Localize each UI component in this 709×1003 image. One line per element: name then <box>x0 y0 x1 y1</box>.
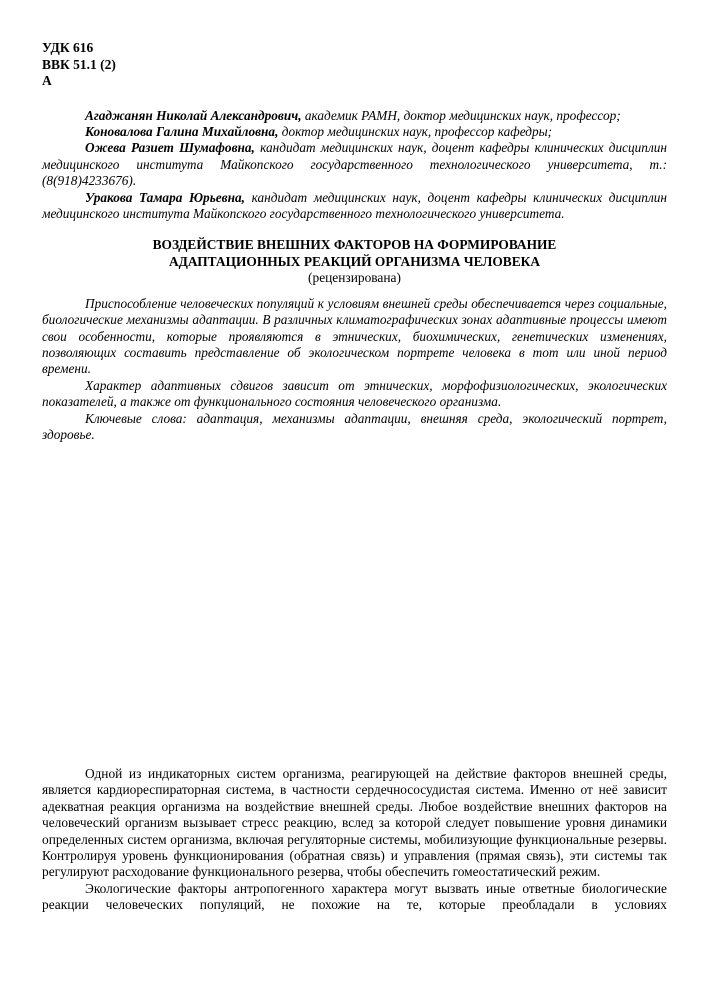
document-page <box>42 40 667 444</box>
classification-block <box>42 40 667 90</box>
author-info: доктор медицинских наук, профессор кафедры; <box>278 123 553 139</box>
keywords: Ключевые слова: адаптация, механизмы адаптации, внешняя среда, экологический портрет, здоровье. <box>42 410 667 443</box>
author-name: Ожева Разиет Шумафовна, <box>85 140 255 156</box>
author-entry <box>42 140 667 189</box>
abstract <box>42 296 667 444</box>
author-info: кандидат медицинских наук, доцент кафедры клинических дисциплин медицинского института Майкопского государственного технологического университета. <box>42 189 667 221</box>
review-note: (рецензирована) <box>308 270 401 286</box>
udk-code: УДК 616 <box>42 40 94 55</box>
author-entry <box>42 108 667 124</box>
author-info: кандидат медицинских наук, доцент кафедры клинических дисциплин медицинского института Майкопского государственного технологического университета, т.: (8(918)4233676). <box>42 140 667 189</box>
author-entry <box>42 190 667 223</box>
bbk-code: ВВК 51.1 (2) <box>42 56 116 72</box>
author-entry <box>42 124 667 140</box>
author-info: академик РАМН, доктор медицинских наук, профессор; <box>301 107 621 123</box>
abstract-paragraph-1: Приспособление человеческих популяций к условиям внешней среды обеспечивается через социальные, биологические механизмы адаптации. В различных климатографических зонах адаптивные процессы имеют свои особенности, которые проявляются в этнических, биохимических, генетических изменениях, позволяющих составить представление об экологическом портрете человека в тот или иной период времени. <box>42 295 667 377</box>
abstract-paragraph-2: Характер адаптивных сдвигов зависит от этнических, морфофизиологических, экологических показателей, а также от функционального состояния человеческого организма. <box>42 377 667 410</box>
author-mark: А <box>42 73 52 88</box>
title-line-1: ВОЗДЕЙСТВИЕ ВНЕШНИХ ФАКТОРОВ НА ФОРМИРОВАНИЕ <box>152 237 557 253</box>
title-line-2: АДАПТАЦИОННЫХ РЕАКЦИЙ ОРГАНИЗМА ЧЕЛОВЕКА <box>169 253 540 269</box>
author-name: Агаджанян Николай Александрович, <box>85 107 302 123</box>
article-body <box>42 766 667 914</box>
author-name: Коновалова Галина Михайловна, <box>85 123 279 139</box>
body-paragraph-2: Экологические факторы антропогенного характера могут вызвать иные ответные биологические реакции человеческих популяций, не похожие на те, которые преобладали в условиях <box>42 880 667 913</box>
body-paragraph-1: Одной из индикаторных систем организма, реагирующей на действие факторов внешней среды, является кардиореспираторная система, в частности сердечнососудистая система. Именно от неё зависит адекватная реакция организма на воздействие внешней среды. Любое воздействие внешних факторов на человеческий организм вызывает стресс реакцию, вслед за которой следует повышение уровня динамики определенных систем организма, включая регуляторные системы, мобилизующие функциональные резервы. Контролируя уровень функционирования (обратная связь) и управления (прямая связь), эти системы так регулируют расходование функционального резерва, чтобы обеспечить гомеостатический режим. <box>42 766 667 880</box>
authors-block <box>42 108 667 223</box>
article-title <box>42 237 667 287</box>
author-name: Уракова Тамара Юрьевна, <box>85 189 245 205</box>
